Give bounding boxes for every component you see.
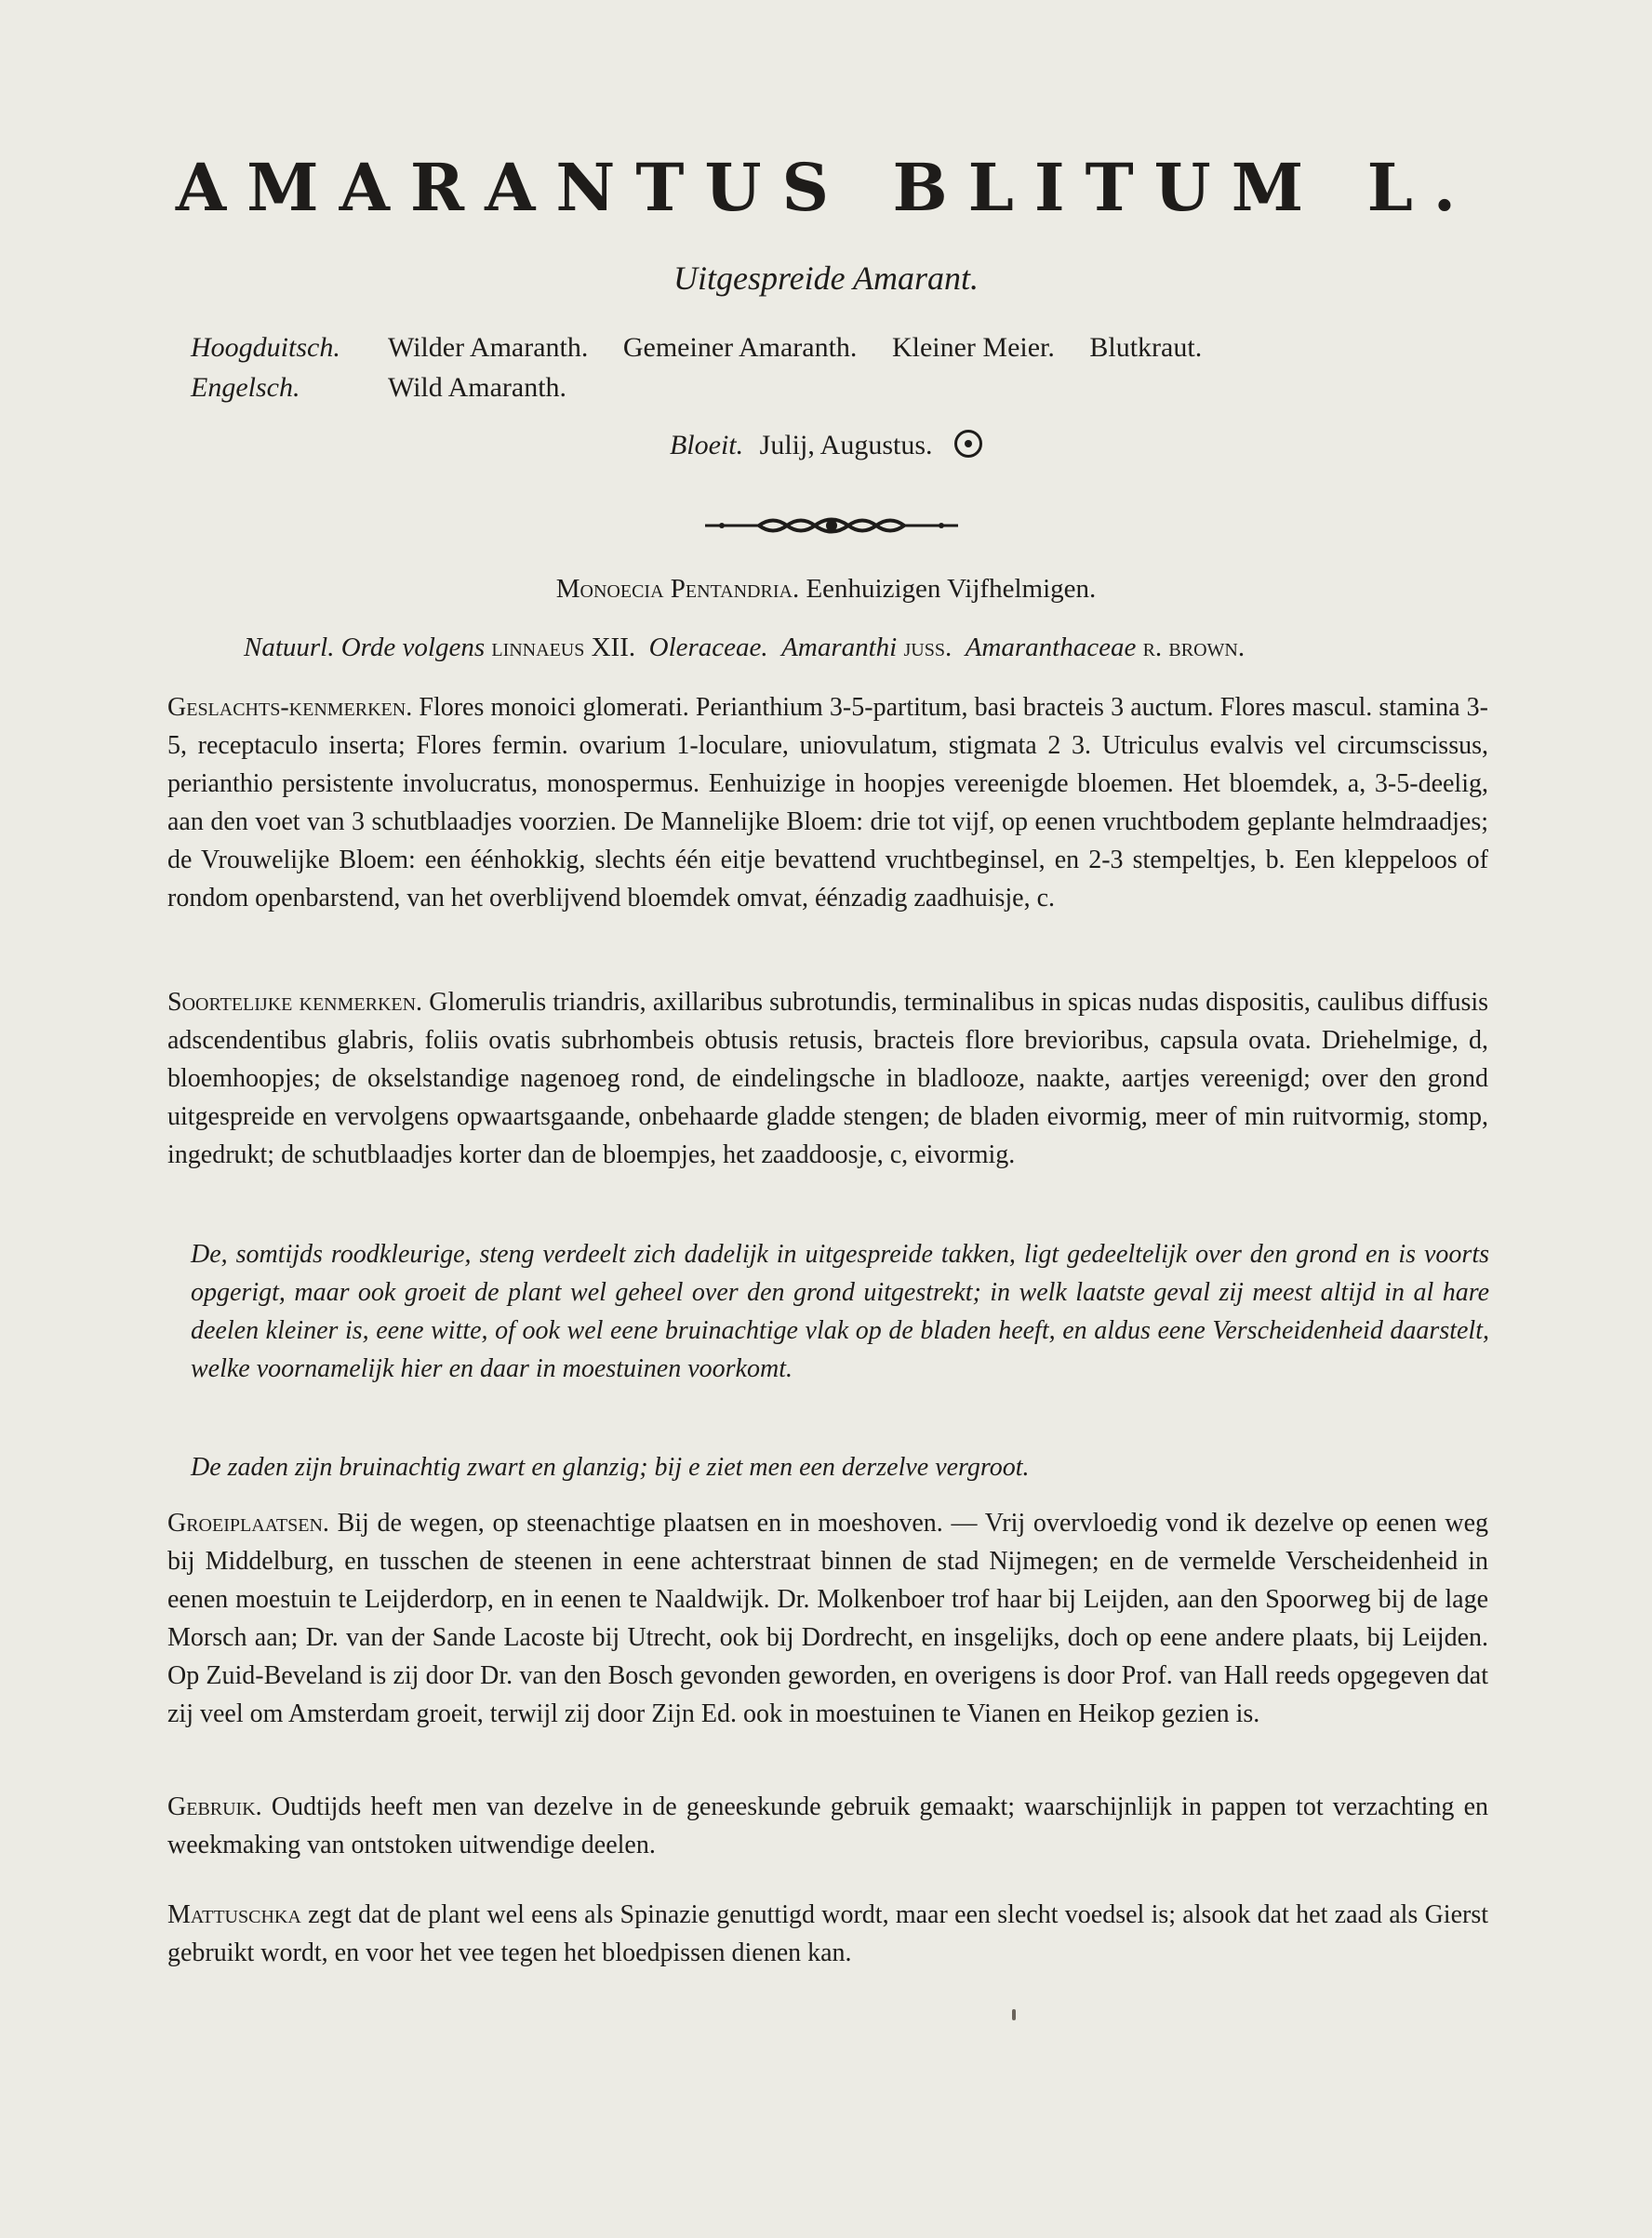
author-mattuschka: Mattuschka bbox=[167, 1900, 301, 1929]
common-names-english bbox=[191, 367, 1230, 407]
language-label: Engelsch. bbox=[191, 372, 300, 403]
decorative-rule-icon bbox=[703, 510, 960, 541]
language-label: Hoogduitsch. bbox=[191, 332, 340, 363]
seeds-paragraph: De zaden zijn bruinachtig zwart en glanzig; bij e ziet men een derzelve vergroot. bbox=[191, 1453, 1030, 1482]
habitats bbox=[167, 1504, 1488, 1733]
section-heading: Soortelijke kenmerken. bbox=[167, 988, 423, 1017]
natural-order bbox=[244, 633, 1245, 663]
author-linnaeus: linnaeus bbox=[491, 633, 585, 662]
common-name: Gemeiner Amaranth. bbox=[622, 332, 858, 363]
common-name: Wilder Amaranth. bbox=[387, 332, 589, 363]
common-names-german bbox=[191, 327, 1230, 367]
class-dutch: Eenhuizigen Vijfhelmigen. bbox=[806, 574, 1097, 604]
common-name: Kleiner Meier. bbox=[891, 332, 1055, 363]
species-characters bbox=[167, 983, 1488, 1174]
orde-number: XII. bbox=[591, 633, 636, 662]
common-name: Blutkraut. bbox=[1089, 332, 1203, 363]
class-latin: Monoecia Pentandria. bbox=[555, 574, 800, 604]
linnaean-class bbox=[0, 574, 1652, 605]
orde-label: Natuurl. Orde volgens bbox=[244, 633, 486, 662]
flowering-months: Julij, Augustus. bbox=[759, 430, 933, 460]
section-text: Oudtijds heeft men van dezelve in de geneeskunde gebruik gemaakt; waarschijnlijk in pappen tot verzachting en weekmaking van ontstoken uitwendige deelen. bbox=[167, 1792, 1488, 1859]
author-brown: r. brown. bbox=[1142, 633, 1246, 662]
author-juss: juss. bbox=[903, 633, 953, 662]
annual-sun-icon bbox=[954, 430, 982, 458]
common-name: Wild Amaranth. bbox=[387, 372, 567, 403]
family-amaranthi: Amaranthi bbox=[781, 633, 898, 662]
section-text: Bij de wegen, op steenachtige plaatsen en in moeshoven. — Vrij overvloedig vond ik dezelve op eenen weg bij Middelburg, en tusschen de steenen in eene achterstraat binnen de stad Nijmegen; en de vermelde Verscheidenheid in eenen moestuin te Leijderdorp, en in eenen te Naaldwijk. Dr. Molkenboer trof haar bij Leijden, aan den Spoorweg bij de lage Morsch aan; Dr. van der Sande Lacoste bij Utrecht, ook bij Dordrecht, en insgelijks, doch op eene andere plaats, bij Leijden. Op Zuid-Beveland is zij door Dr. van den Bosch gevonden geworden, en overigens is door Prof. van Hall reeds opgegeven dat zij veel om Amsterdam groeit, terwijl zij door Zijn Ed. ook in moestuinen te Vianen en Heikop gezien is. bbox=[167, 1509, 1488, 1728]
family-amaranthaceae: Amaranthaceae bbox=[965, 633, 1137, 662]
genus-characters bbox=[167, 688, 1488, 917]
usage bbox=[167, 1788, 1488, 1864]
section-heading: Gebruik. bbox=[167, 1792, 262, 1821]
mattuschka-note bbox=[167, 1896, 1488, 1972]
family-oleraceae: Oleraceae. bbox=[648, 633, 768, 662]
page-title: AMARANTUS BLITUM L. bbox=[175, 149, 1477, 226]
section-heading: Groeiplaatsen. bbox=[167, 1509, 329, 1538]
flowering-label: Bloeit. bbox=[669, 430, 744, 460]
flowering-line bbox=[0, 430, 1652, 461]
dutch-name: Uitgespreide Amarant. bbox=[673, 260, 979, 297]
section-text: Glomerulis triandris, axillaribus subrotundis, terminalibus in spicas nudas dispositis, caulibus diffusis adscendentibus glabris, foliis ovatis subrhombeis obtusis retusis, bracteis flore brevioribus, capsula ovata. Driehelmige, d, bloemhoopjes; de okselstandige nagenoeg rond, de eindelingsche in bladlooze, naakte, aartjes vereenigd; over den grond uitgespreide en vervolgens opwaartsgaande, onbehaarde gladde stengen; de bladen eivormig, meer of min ruitvormig, stomp, ingedrukt; de schutblaadjes korter dan de bloempjes, het zaaddoosje, c, eivormig. bbox=[167, 988, 1489, 1169]
paper-speck bbox=[1012, 2009, 1016, 2020]
section-text: zegt dat de plant wel eens als Spinazie genuttigd wordt, maar een slecht voedsel is; alsook dat het zaad als Gierst gebruikt wordt, en voor het vee tegen het bloedpissen dienen kan. bbox=[167, 1900, 1488, 1967]
section-heading: Geslachts-kenmerken. bbox=[167, 693, 413, 722]
section-text: Flores monoici glomerati. Perianthium 3-5-partitum, basi bracteis 3 auctum. Flores mascul. stamina 3-5, receptaculo inserta; Flores fermin. ovarium 1-loculare, uniovulatum, stigmata 2 3. Utriculus evalvis vel circumscissus, perianthio persistente involucratus, monospermus. Eenhuizige in hoopjes vereenigde bloemen. Het bloemdek, a, 3-5-deelig, aan den voet van 3 schutblaadjes voorzien. De Mannelijke Bloem: drie tot vijf, op eenen vruchtbodem geplante helmdraadjes; de Vrouwelijke Bloem: een éénhokkig, slechts één eitje bevattend vruchtbeginsel, en 2-3 stempeltjes, b. Een kleppeloos of rondom openbarstend, van het overblijvend bloemdek omvat, éénzadig zaadhuisje, c. bbox=[167, 693, 1488, 913]
description-paragraph: De, somtijds roodkleurige, steng verdeelt zich dadelijk in uitgespreide takken, ligt gedeeltelijk over den grond en is voorts opgerigt, maar ook groeit de plant wel geheel over den grond uitgestrekt; in welk laatste geval zij meest altijd in al hare deelen kleiner is, eene witte, of ook wel eene bruinachtige vlak op de bladen heeft, en aldus eene Verscheidenheid daarstelt, welke voornamelijk hier en daar in moestuinen voorkomt. bbox=[191, 1240, 1489, 1383]
common-names bbox=[191, 327, 1230, 407]
